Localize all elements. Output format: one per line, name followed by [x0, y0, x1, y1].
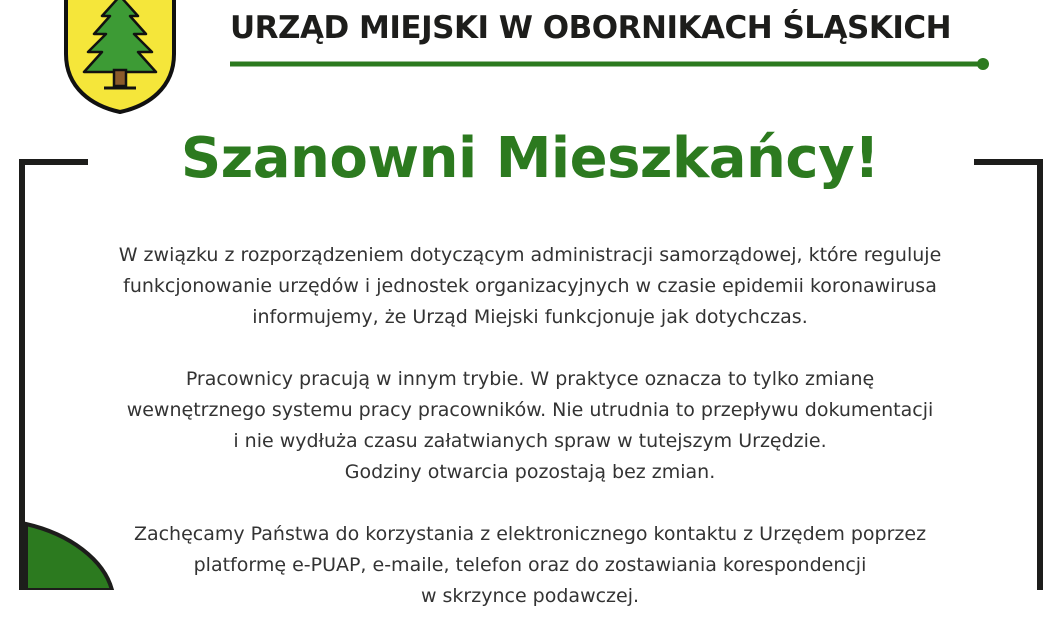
office-title: URZĄD MIEJSKI W OBORNIKACH ŚLĄSKICH [230, 10, 952, 46]
paragraph [45, 364, 1015, 488]
notice-body [45, 240, 1015, 643]
text-line: i nie wydłuża czasu załatwianych spraw w tutejszym Urzędzie. [233, 430, 827, 452]
headline: Szanowni Mieszkańcy! [180, 126, 880, 191]
text-line: W związku z rozporządzeniem dotyczącym administracji samorządowej, które reguluje [118, 244, 942, 266]
text-line: platformę e-PUAP, e-maile, telefon oraz do zostawiania korespondencji [193, 554, 867, 576]
text-line: funkcjonowanie urzędów i jednostek organizacyjnych w czasie epidemii koronawirusa [123, 275, 937, 297]
paragraph [45, 240, 1015, 333]
title-underline [230, 58, 995, 70]
text-line: Pracownicy pracują w innym trybie. W praktyce oznacza to tylko zmianę [185, 368, 875, 390]
leaf-decoration [0, 520, 120, 590]
text-line: w skrzynce podawczej. [420, 585, 640, 607]
text-line: Zachęcamy Państwa do korzystania z elektronicznego kontaktu z Urzędem poprzez [133, 523, 927, 545]
paragraph [45, 519, 1015, 612]
text-line: wewnętrznego systemu pracy pracowników. Nie utrudnia to przepływu dokumentacji [126, 399, 934, 421]
spruce-tree-crest-icon [60, 0, 180, 114]
text-line: Godziny otwarcia pozostają bez zmian. [344, 461, 716, 483]
text-line: informujemy, że Urząd Miejski funkcjonuje jak dotychczas. [252, 306, 808, 328]
